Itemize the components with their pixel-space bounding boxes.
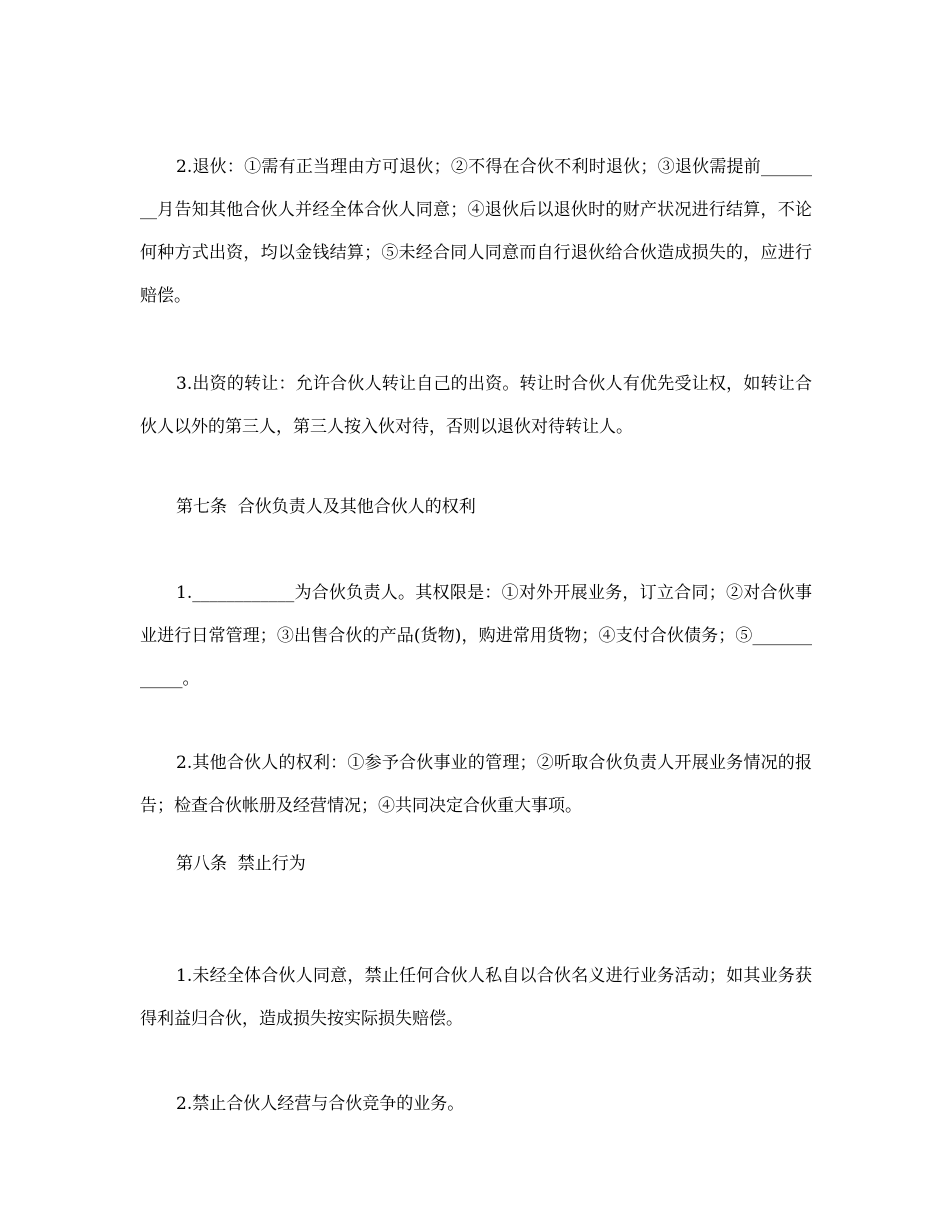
article-7-item-1: 1.____________为合伙负责人。其权限是：①对外开展业务，订立合同；②对合伙事业进行日常管理；③出售合伙的产品(货物)，购进常用货物；④支付合伙债务；⑤____________。 <box>140 583 812 689</box>
paragraph-capital-transfer: 3.出资的转让：允许合伙人转让自己的出资。转让时合伙人有优先受让权，如转让合伙人以外的第三人，第三人按入伙对待，否则以退伙对待转让人。 <box>140 374 812 437</box>
paragraph-withdrawal: 2.退伙：①需有正当理由方可退伙；②不得在合伙不利时退伙；③退伙需提前________月告知其他合伙人并经全体合伙人同意；④退伙后以退伙时的财产状况进行结算，不论何种方式出资，均以金钱结算；⑤未经合同人同意而自行退伙给合伙造成损失的，应进行赔偿。 <box>140 157 812 306</box>
article-7-heading: 第七条 合伙负责人及其他合伙人的权利 <box>176 497 476 517</box>
article-8-heading: 第八条 禁止行为 <box>176 854 306 874</box>
article-7-item-2: 2.其他合伙人的权利：①参予合伙事业的管理；②听取合伙负责人开展业务情况的报告；检查合伙帐册及经营情况；④共同决定合伙重大事项。 <box>140 753 812 816</box>
article-8-item-1: 1.未经全体合伙人同意，禁止任何合伙人私自以合伙名义进行业务活动；如其业务获得利益归合伙，造成损失按实际损失赔偿。 <box>140 966 812 1029</box>
article-8-item-2: 2.禁止合伙人经营与合伙竞争的业务。 <box>176 1094 465 1114</box>
